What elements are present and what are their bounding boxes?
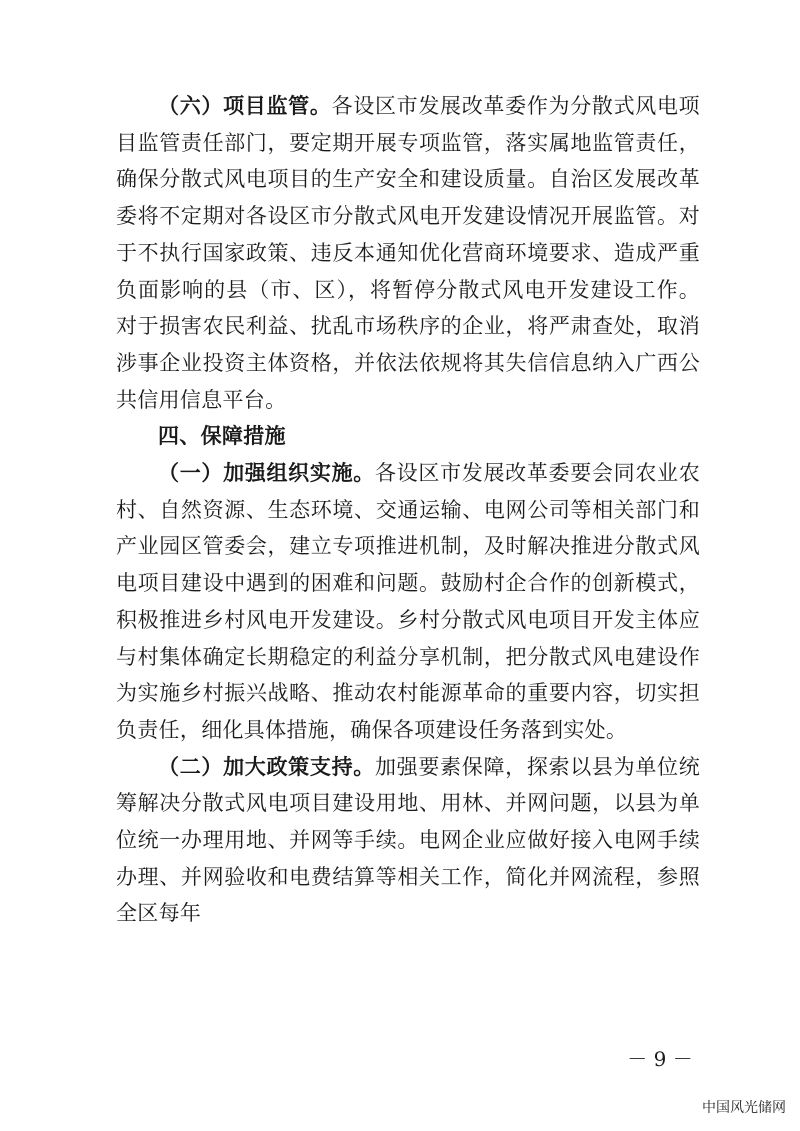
- paragraph-policy-support: [116, 749, 700, 933]
- paragraph-lead-policy-support: （二）加大政策支持。: [158, 753, 375, 779]
- page-number: － 9 －: [627, 1047, 693, 1071]
- section-heading-safeguard-measures: 四、保障措施: [158, 424, 286, 449]
- paragraph-text-project-supervision: 各设区市发展改革委作为分散式风电项目监管责任部门，要定期开展专项监管，落实属地监管责任，确保分散式风电项目的生产安全和建设质量。自治区发展改革委将不定期对各设区市分散式风电开发建设情况开展监管。对于不执行国家政策、违反本通知优化营商环境要求、造成严重负面影响的县（市、区），将暂停分散式风电开发建设工作。对于损害农民利益、扰乱市场秩序的企业，将严肃查处，取消涉事企业投资主体资格，并依法依规将其失信信息纳入广西公共信用信息平台。: [116, 94, 700, 412]
- paragraph-lead-project-supervision: （六）项目监管。: [158, 93, 332, 118]
- document-body: [116, 88, 700, 932]
- watermark-text: 中国风光储网: [702, 1100, 786, 1116]
- paragraph-text-policy-support: 加强要素保障，探索以县为单位统筹解决分散式风电项目建设用地、用林、并网问题，以县为单位统一办理用地、并网等手续。电网企业应做好接入电网手续办理、并网验收和电费结算等相关工作，简化并网流程，参照全区每年: [116, 754, 701, 926]
- paragraph-text-organization: 各设区市发展改革委要会同农业农村、自然资源、生态环境、交通运输、电网公司等相关部门和产业园区管委会，建立专项推进机制，及时解决推进分散式风电项目建设中遇到的困难和问题。鼓励村企合作的创新模式，积极推进乡村风电开发建设。乡村分散式风电项目开发主体应与村集体确定长期稳定的利益分享机制，把分散式风电建设作为实施乡村振兴战略、推动农村能源革命的重要内容，切实担负责任，细化具体措施，确保各项建设任务落到实处。: [116, 461, 701, 742]
- paragraph-lead-organization: （一）加强组织实施。: [158, 460, 375, 486]
- paragraph-project-supervision: [116, 88, 700, 418]
- paragraph-organization: [116, 455, 700, 749]
